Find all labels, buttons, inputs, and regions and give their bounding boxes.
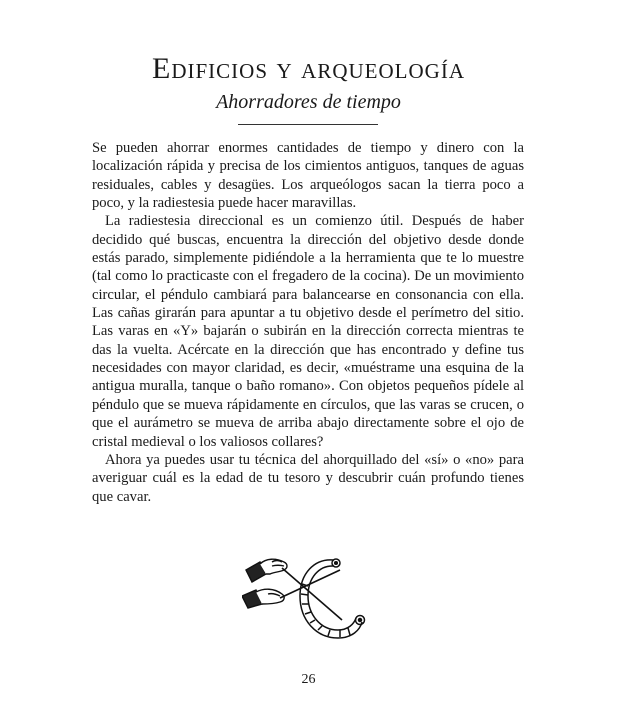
- title-divider: [238, 124, 378, 125]
- chapter-subtitle: Ahorradores de tiempo: [216, 91, 401, 113]
- chapter-title: Edificios y arqueología: [152, 52, 465, 85]
- dowsing-hands-rods-icon: [242, 548, 372, 648]
- page-number: 26: [301, 672, 316, 687]
- paragraph: Ahora ya puedes usar tu técnica del ahorquillado del «sí» o «no» para averiguar cuál es la edad de tu tesoro y descubrir cuán profundo tienes que cavar.: [92, 451, 524, 505]
- body-text: [92, 139, 524, 506]
- upper-hand: [246, 559, 287, 582]
- paragraph: Se pueden ahorrar enormes cantidades de tiempo y dinero con la localización rápida y precisa de los cimientos antiguos, tanques de aguas residuales, cables y desagües. Los arqueólogos sacan la tierra poco a poco, y la radiestesia puede hacer maravillas.: [92, 140, 524, 212]
- lower-hand: [242, 589, 284, 608]
- paragraph: La radiestesia direccional es un comienzo útil. Después de haber decidido qué buscas, encuentra la dirección del objetivo desde donde estás parado, simplemente pidiéndole a la herramienta que te lo muestre (tal como lo practicaste con el fregadero de la cocina). De un movimiento circular, el péndulo cambiará para balancearse en consonancia con ella. Las cañas girarán para apuntar a tu objetivo desde el perímetro del sitio. Las varas en «Y» bajarán o subirán en la dirección correcta mientras te das la vuelta. Acércate en la dirección que has encontrado y define tus necesidades con mayor claridad, es decir, «muéstrame una esquina de la antigua muralla, tanque o baño romano». Con objetos pequeños pídele al péndulo que se mueva rápidamente en círculos, que las varas se crucen, o que el aurámetro se mueva de arriba abajo directamente sobre el ojo de cristal medieval o los valiosos collares?: [92, 213, 524, 450]
- torc-ring: [300, 559, 365, 638]
